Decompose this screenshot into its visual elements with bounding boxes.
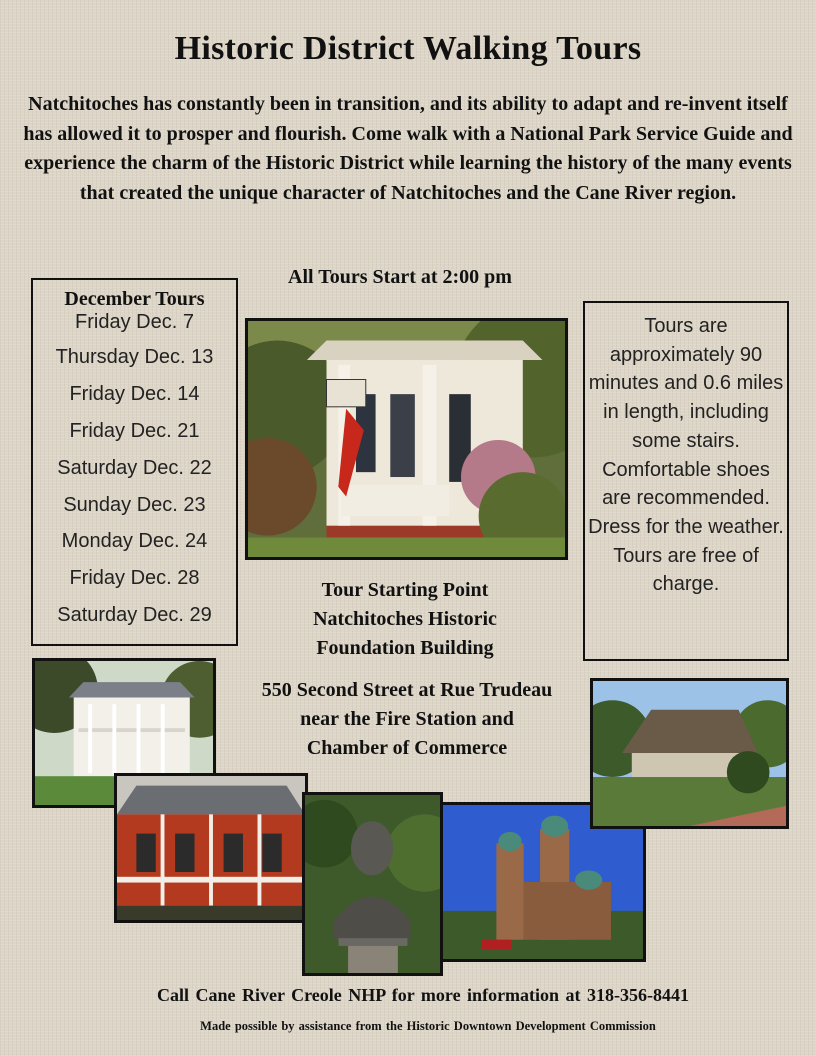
intro-paragraph: Natchitoches has constantly been in transition, and its ability to adapt and re-invent itself has allowed it to prosper and flourish. Come walk with a National Park Service Guide and experience the charm of the Historic District while learning the history of the many events that created the unique character of Natchitoches and the Cane River region. [23, 93, 793, 204]
tour-free-note: Tours are free of charge. [613, 544, 759, 596]
tour-date: Friday Dec. 21 [69, 419, 200, 442]
tour-address [212, 676, 602, 763]
tour-date: Friday Dec. 28 [69, 567, 200, 590]
tour-date: Saturday Dec. 29 [57, 604, 212, 627]
starting-point-name-1: Natchitoches Historic [313, 608, 497, 630]
starting-point-label: Tour Starting Point [321, 579, 489, 601]
contact-line: Call Cane River Creole NHP for more information at 318-356-8441 [156, 985, 690, 1005]
tour-details: Tours are approximately 90 minutes and 0.6 miles in length, including some stairs. Comfortable shoes are recommended. Dress for the weather. [588, 315, 784, 538]
tour-info-box [583, 301, 789, 661]
creole-cottage-photo [114, 773, 308, 923]
starting-point-name-2: Foundation Building [316, 637, 494, 659]
tour-date: Monday Dec. 24 [61, 530, 208, 553]
tour-date: Sunday Dec. 23 [63, 493, 206, 516]
garden-building-photo [590, 678, 789, 829]
tour-date: Thursday Dec. 13 [55, 346, 214, 368]
address-line-1: 550 Second Street at Rue Trudeau [261, 679, 553, 701]
address-line-2: near the Fire Station and [300, 708, 514, 730]
tour-date: Friday Dec. 14 [69, 382, 200, 405]
start-time: All Tours Start at 2:00 pm [288, 266, 512, 288]
december-tours-heading: December Tours [64, 288, 205, 310]
foundation-building-photo [245, 318, 568, 560]
tour-date: Friday Dec. 7 [75, 311, 194, 333]
tour-starting-point [255, 576, 555, 663]
december-tours-box [31, 278, 238, 646]
tour-dates-list [33, 311, 236, 634]
bust-statue-photo [302, 792, 443, 976]
address-line-3: Chamber of Commerce [306, 737, 508, 759]
page-title: Historic District Walking Tours [174, 30, 642, 67]
credit-line: Made possible by assistance from the Historic Downtown Development Commission [200, 1019, 656, 1033]
tour-date: Saturday Dec. 22 [57, 456, 212, 479]
